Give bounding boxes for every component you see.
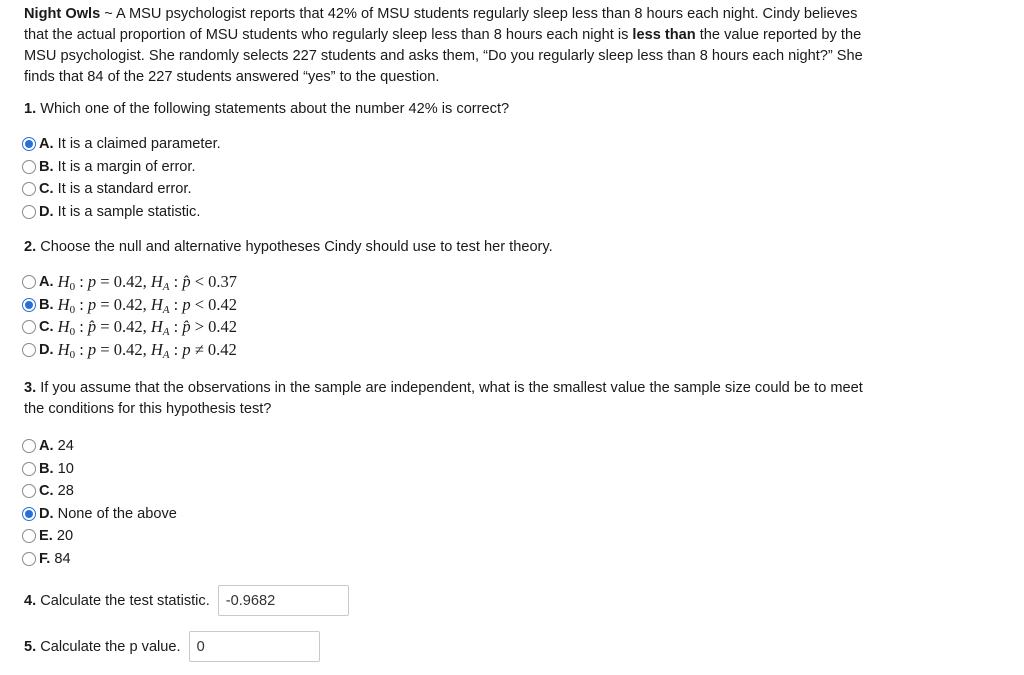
p-value-input[interactable]	[189, 631, 320, 662]
problem-title: Night Owls	[24, 6, 101, 22]
q1-option-c[interactable]	[22, 178, 862, 201]
q1-option-a[interactable]	[22, 133, 862, 156]
p-value-value: 0	[196, 638, 205, 655]
q5-row	[24, 631, 864, 662]
option-letter: A.	[39, 438, 54, 455]
q2-prompt	[24, 237, 864, 258]
hypothesis-expression: $H_0$ : p = 0.42, $H_A$ : p ≠ 0.42	[57, 339, 237, 361]
option-text: It is a margin of error.	[57, 158, 196, 175]
q1-text: Which one of the following statements about the number 42% is correct?	[40, 101, 510, 117]
intro-text-1: A MSU psychologist reports that 42% of MSU students regularly sleep less than 8 hours each night. Cindy believes that the actual proportion of MSU students who regularly sleep less than 8 hours each night is	[24, 6, 858, 43]
ha-relation: ≠ 0.42	[190, 339, 237, 359]
q2-option-d[interactable]	[22, 339, 862, 362]
ha-symbol: p	[182, 339, 191, 359]
question-page	[24, 4, 864, 662]
radio-button[interactable]	[22, 439, 36, 453]
test-statistic-input[interactable]	[218, 585, 349, 616]
h0-symbol: p̂	[87, 317, 97, 337]
option-text: None of the above	[57, 505, 177, 522]
q5-number: 5.	[24, 638, 37, 655]
h0-value: = 0.42,	[96, 272, 151, 292]
option-letter: F.	[39, 550, 51, 567]
radio-button[interactable]	[22, 275, 36, 289]
q5-prompt	[24, 639, 181, 655]
test-statistic-value: -0.9682	[225, 592, 276, 609]
q2-option-b[interactable]	[22, 294, 862, 317]
q5-text: Calculate the p value.	[40, 638, 181, 655]
option-letter: D.	[39, 505, 54, 522]
ha-symbol: p̂	[182, 272, 191, 292]
radio-button[interactable]	[22, 507, 36, 521]
q1-prompt	[24, 99, 864, 120]
radio-button[interactable]	[22, 529, 36, 543]
option-text: It is a standard error.	[57, 181, 192, 198]
h0-value: = 0.42,	[96, 317, 151, 337]
radio-button[interactable]	[22, 137, 36, 151]
option-letter: D.	[39, 203, 54, 220]
option-letter: A.	[39, 136, 54, 153]
hypothesis-expression: $H_0$ : p = 0.42, $H_A$ : p̂ < 0.37	[57, 272, 238, 294]
q3-prompt	[24, 378, 864, 420]
radio-button[interactable]	[22, 343, 36, 357]
option-text: It is a claimed parameter.	[57, 136, 221, 153]
option-letter: C.	[39, 181, 54, 198]
option-text: It is a sample statistic.	[57, 203, 201, 220]
option-letter: C.	[39, 483, 54, 500]
h0-symbol: p	[87, 339, 97, 359]
option-text: 24	[57, 438, 74, 455]
radio-button[interactable]	[22, 552, 36, 566]
q2-option-a[interactable]	[22, 271, 862, 294]
ha-relation: < 0.42	[190, 294, 238, 314]
option-letter: D.	[39, 341, 54, 358]
q1-option-d[interactable]	[22, 201, 862, 224]
option-letter: B.	[39, 158, 54, 175]
q4-prompt	[24, 593, 210, 609]
radio-button[interactable]	[22, 298, 36, 312]
q4-row	[24, 585, 864, 616]
radio-button[interactable]	[22, 462, 36, 476]
intro-emphasis: less than	[632, 27, 696, 43]
q3-option-a[interactable]	[22, 435, 862, 458]
intro-text-2: the value reported by the MSU psychologist. She randomly selects 227 students and asks them, “Do you regularly sleep less than 8 hours each night?” She finds that 84 of the 227 students answered “yes” to the question.	[24, 27, 863, 85]
title-separator: ~	[100, 6, 117, 22]
h0-value: = 0.42,	[96, 294, 151, 314]
q3-option-b[interactable]	[22, 458, 862, 481]
h0-value: = 0.42,	[96, 339, 151, 359]
hypothesis-expression: $H_0$ : p̂ = 0.42, $H_A$ : p̂ > 0.42	[57, 317, 238, 339]
radio-button[interactable]	[22, 205, 36, 219]
option-text: 84	[54, 550, 71, 567]
option-letter: B.	[39, 460, 54, 477]
q3-options	[24, 435, 864, 570]
q2-text: Choose the null and alternative hypotheses Cindy should use to test her theory.	[40, 239, 553, 255]
q3-option-e[interactable]	[22, 525, 862, 548]
h0-symbol: p	[87, 272, 97, 292]
q4-text: Calculate the test statistic.	[40, 592, 210, 609]
q2-number: 2.	[24, 239, 37, 255]
option-letter: E.	[39, 528, 53, 545]
q3-number: 3.	[24, 380, 37, 396]
q1-number: 1.	[24, 101, 37, 117]
q3-option-f[interactable]	[22, 548, 862, 571]
problem-intro	[24, 4, 864, 88]
h0-symbol: p	[87, 294, 97, 314]
radio-button[interactable]	[22, 484, 36, 498]
option-letter: A.	[39, 274, 54, 291]
radio-button[interactable]	[22, 320, 36, 334]
ha-symbol: p̂	[182, 317, 191, 337]
q4-number: 4.	[24, 592, 37, 609]
q2-options	[24, 271, 864, 361]
radio-button[interactable]	[22, 182, 36, 196]
q2-option-c[interactable]	[22, 316, 862, 339]
option-text: 10	[57, 460, 74, 477]
ha-relation: < 0.37	[190, 272, 238, 292]
hypothesis-expression: $H_0$ : p = 0.42, $H_A$ : p < 0.42	[57, 294, 238, 316]
ha-symbol: p	[182, 294, 191, 314]
q1-option-b[interactable]	[22, 156, 862, 179]
option-text: 28	[57, 483, 74, 500]
q3-option-d[interactable]	[22, 503, 862, 526]
ha-relation: > 0.42	[190, 317, 238, 337]
radio-button[interactable]	[22, 160, 36, 174]
q1-options	[24, 133, 864, 223]
q3-text: If you assume that the observations in the sample are independent, what is the smallest value the sample size could be to meet the conditions for this hypothesis test?	[24, 380, 863, 417]
option-letter: C.	[39, 319, 54, 336]
option-letter: B.	[39, 296, 54, 313]
q3-option-c[interactable]	[22, 480, 862, 503]
option-text: 20	[56, 528, 74, 545]
